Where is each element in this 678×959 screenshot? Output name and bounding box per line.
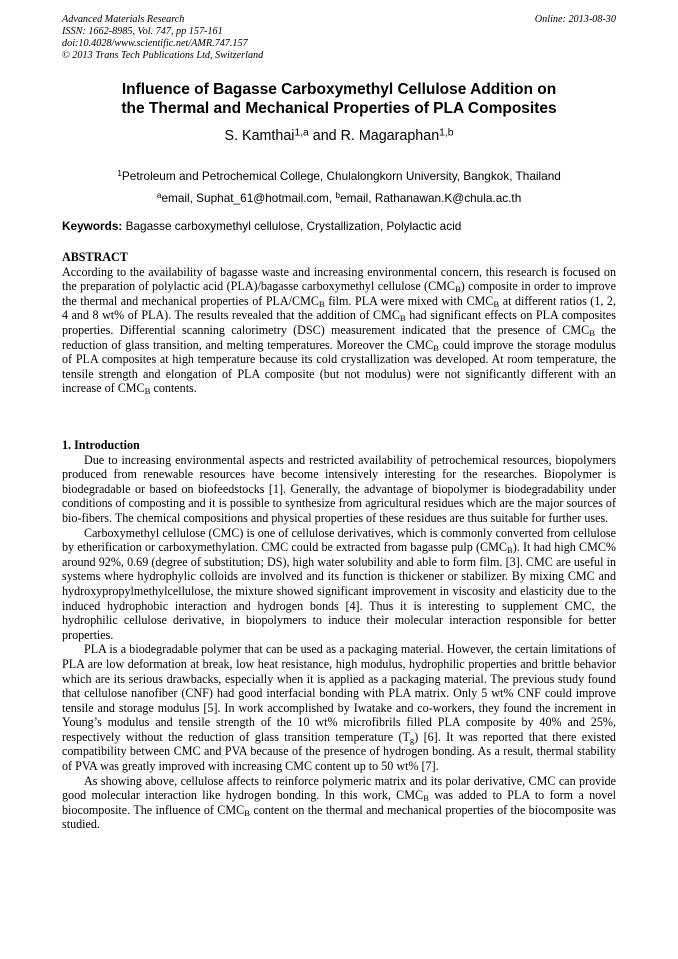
- email-b: email, Rathanawan.K@chula.ac.th: [340, 191, 522, 205]
- paragraph-part: was added to PLA to form a novel biocomposite. The influence of CMC: [62, 788, 616, 817]
- author-2: R. Magaraphan: [340, 128, 440, 144]
- journal-name: Advanced Materials Research: [62, 14, 185, 25]
- intro-paragraph-2: [62, 526, 616, 643]
- author-1: S. Kamthai: [224, 128, 295, 144]
- online-date: Online: 2013-08-30: [534, 14, 616, 25]
- subscript-b: B: [506, 545, 513, 556]
- author-1-affil: 1,a: [294, 127, 309, 139]
- paper-title: [62, 80, 616, 118]
- subscript-b: B: [589, 328, 595, 339]
- introduction-heading: 1. Introduction: [62, 438, 140, 452]
- subscript-b: B: [454, 284, 461, 295]
- abstract-part: the reduction of glass transition, and melting temperatures. Moreover the CMC: [62, 322, 616, 352]
- abstract-heading: ABSTRACT: [62, 250, 128, 264]
- subscript-b: B: [144, 386, 151, 397]
- subscript-b: B: [493, 298, 500, 309]
- affiliation-mark: 1: [117, 168, 122, 179]
- subscript-b: B: [423, 793, 429, 804]
- keywords-text: Bagasse carboxymethyl cellulose, Crystallization, Polylactic acid: [122, 219, 462, 233]
- paragraph-part: PLA is a biodegradable polymer that can be used as a packaging material. However, the certain limitations of PLA are low deformation at break, low heat resistance, high modulus, hydrophilic properties and brittle behavior which are its serious drawbacks, especially when it is applied as a packaging material. The previous study found that cellulose nanofiber (CNF) had good interfacial bonding with PLA matrix. Only 5 wt% CNF could improve tensile and storage modulus [5]. In work accomplished by Iwatake and co-workers, they found the increment in Young’s modulus and tensile strength of the 10 wt% microfibrils filled PLA composite by 40% and 25%, respectively without the reduction of glass transition temperature (T: [62, 642, 616, 744]
- keywords: [62, 219, 616, 233]
- abstract-part: contents.: [150, 381, 197, 396]
- title-line-1: Influence of Bagasse Carboxymethyl Cellulose Addition on: [121, 81, 557, 98]
- paragraph-part: content on the thermal and mechanical properties of the biocomposite was studied.: [62, 802, 616, 832]
- abstract-part: could improve the storage modulus of PLA composites at high temperature because its cold crystallization was developed. At room temperature, the tensile strength and elongation of PLA composite (but not modulus) were not significantly different with an increase of CMC: [62, 337, 616, 396]
- email-a-mark: a: [156, 190, 162, 201]
- paragraph-part: As showing above, cellulose affects to reinforce polymeric matrix and its polar derivative, CMC can provide good molecular interaction like hydrogen bonding. In this work, CMC: [62, 773, 616, 803]
- introduction-section: [62, 438, 616, 832]
- journal-doi: doi:10.4028/www.scientific.net/AMR.747.157: [62, 38, 248, 49]
- abstract-part: had significant effects on PLA composites properties. Differential scanning calorimetry (DSC) measurement indicated that the presence of CMC: [62, 308, 616, 337]
- abstract-text: [62, 265, 616, 396]
- email-b-mark: b: [335, 190, 341, 201]
- author-2-affil: 1,b: [439, 127, 454, 139]
- intro-paragraph-3: [62, 642, 616, 773]
- paragraph-part: Carboxymethyl cellulose (CMC) is one of cellulose derivatives, which is commonly converted from cellulose by etherification or carboxymethylation. CMC could be extracted from bagasse pulp (CMC: [62, 525, 616, 555]
- abstract-part: According to the availability of bagasse waste and increasing environmental concern, this research is focused on the preparation of polylactic acid (PLA)/bagasse carboxymethyl cellulose (CMC: [62, 264, 616, 294]
- title-line-2: the Thermal and Mechanical Properties of PLA Composites: [121, 100, 557, 117]
- journal-header: [62, 14, 616, 62]
- journal-issn: ISSN: 1662-8985, Vol. 747, pp 157-161: [62, 26, 223, 37]
- keywords-label: Keywords:: [62, 219, 123, 233]
- affiliation-text: Petroleum and Petrochemical College, Chulalongkorn University, Bangkok, Thailand: [121, 169, 561, 183]
- affiliation: [62, 169, 616, 183]
- author-list: [62, 128, 616, 144]
- subscript-b: B: [433, 342, 439, 353]
- abstract-section: [62, 250, 616, 396]
- subscript-g: g: [409, 735, 415, 746]
- email-a: email, Suphat_61@hotmail.com,: [161, 191, 336, 205]
- abstract-part: ) composite in order to improve the thermal and mechanical properties of PLA/CMC: [62, 279, 616, 308]
- abstract-part: at different ratios (1, 2, 4 and 8 wt% of PLA). The results revealed that the addition of CMC: [62, 293, 616, 323]
- author-conjunction: and: [308, 128, 341, 144]
- subscript-b: B: [244, 808, 250, 819]
- subscript-b: B: [399, 313, 406, 324]
- abstract-part: film. PLA were mixed with CMC: [324, 293, 494, 308]
- journal-copyright: © 2013 Trans Tech Publications Ltd, Switzerland: [62, 50, 264, 61]
- paragraph-part: ). It had high CMC% around 92%, 0.69 (degree of substitution; DS), high water solubility and able to form film. [3]. CMC are useful in systems where hydrophylic colloids are involved and its function is thickener or stabilizer. By mixing CMC and hydroxypropylmethylcellulose, the mixture showed significant improvement in viscosity and elasticity due to the induced hydrophobic interaction and hydrogen bonds [4]. Thus it is interesting to supplement CMC, the hydrophilic cellulose derivative, in biopolymers to induce their molecular interaction responsible for better properties.: [62, 540, 616, 642]
- author-emails: [62, 191, 616, 205]
- subscript-b: B: [318, 298, 325, 309]
- paragraph-part: ) [6]. It was reported that there existed compatibility between CMC and PVA because of the presence of hydrogen bonding. As a result, thermal stability of PVA was greatly improved with increasing CMC content up to 50 wt% [7].: [62, 729, 616, 774]
- intro-paragraph-4: [62, 774, 616, 832]
- intro-paragraph-1: Due to increasing environmental aspects and restricted availability of petrochemical resources, biopolymers produced from renewable resources have become intensively interesting for the researches. Biopolymer is biodegradable or based on biofeedstocks [1]. Generally, the advantage of biopolymer is biodegradability under conditions of composting and it is possible to synthesize from agricultural residues which are the major sources of bio-fibers. The chemical compositions and physical properties of these residues are thus suitable for further uses.: [62, 452, 616, 525]
